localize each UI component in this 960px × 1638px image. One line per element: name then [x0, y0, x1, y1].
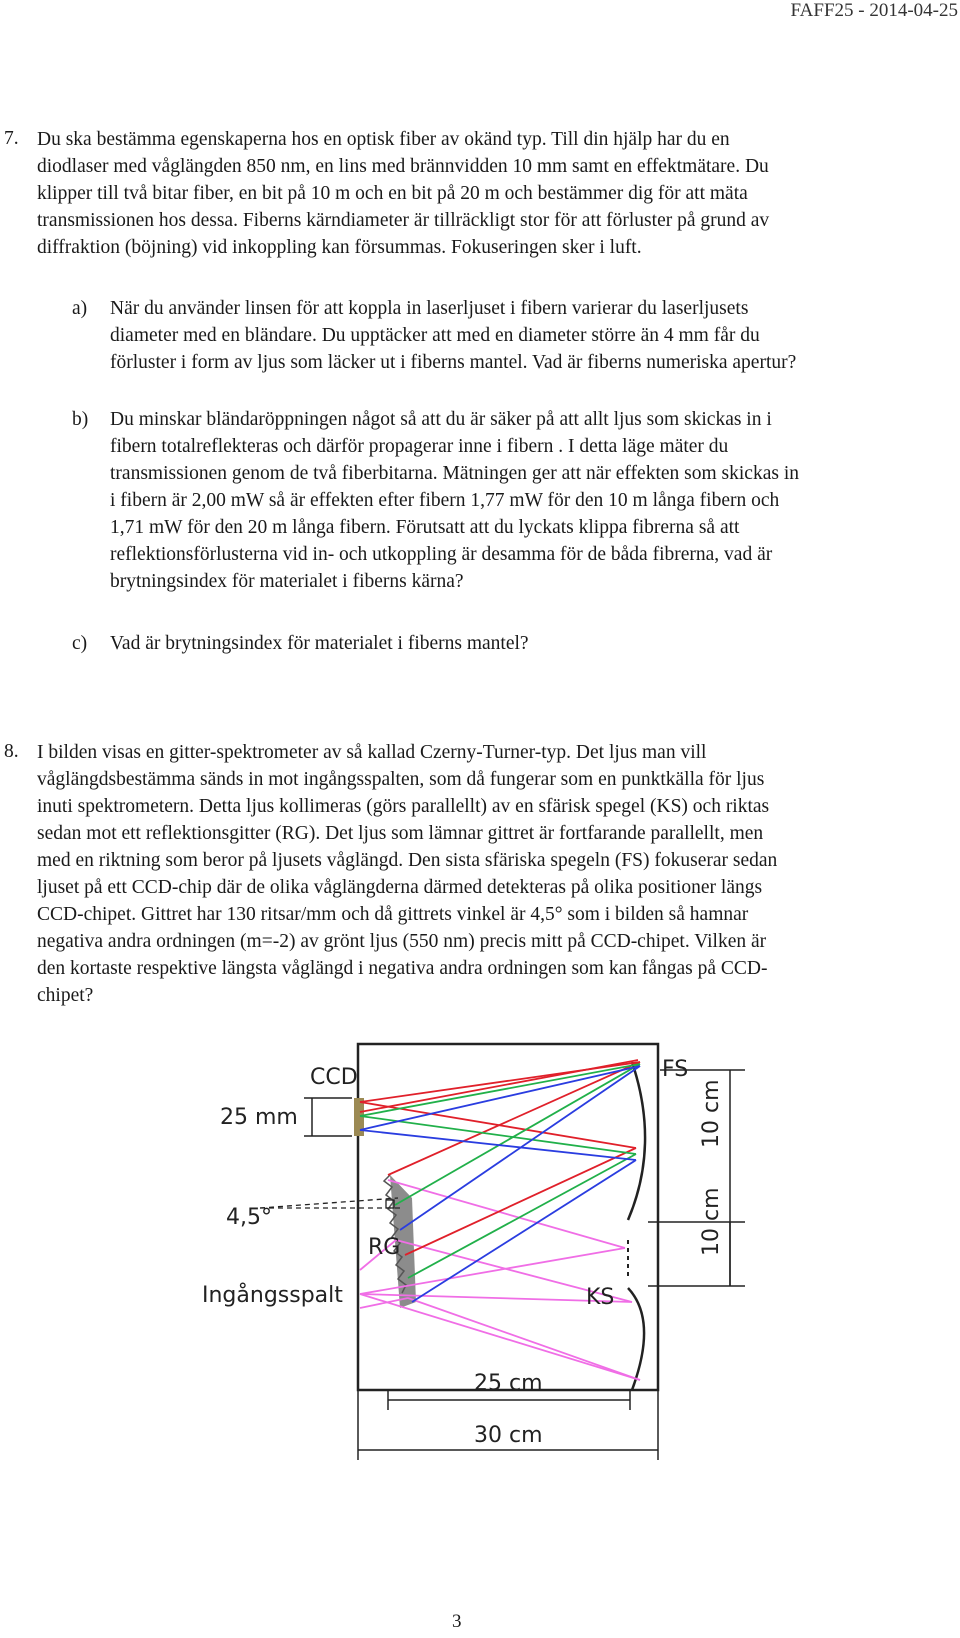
text-line: CCD-chipet. Gittret har 130 ritsar/mm och då gittrets vinkel är 4,5° som i bilden så hamnar [37, 904, 749, 925]
text-line: sedan mot ett reflektionsgitter (RG). Det ljus som lämnar gittret är fortfarande parallellt, men [37, 823, 764, 844]
text-line: Du minskar bländaröppningen något så att du är säker på att allt ljus som skickas in i [110, 409, 772, 430]
fs-label: FS [662, 1057, 689, 1082]
text-line: klipper till två bitar fiber, en bit på 10 m och en bit på 20 m och bestämmer dig för att mäta [37, 183, 748, 204]
height-dimensions [648, 1070, 745, 1286]
upper-height-label: 10 cm [699, 1079, 724, 1148]
text-line: transmissionen hos dessa. Fiberns kärndiameter är tillräckligt stor för att förluster på grund av [37, 210, 770, 231]
question-8-number: 8. [4, 741, 19, 762]
subquestion-label: b) [72, 409, 89, 430]
text-line: förluster i form av ljus som läcker ut i fiberns mantel. Vad är fiberns numeriska apertur? [110, 352, 797, 373]
text-line: 1,71 mW för den 20 m långa fibern. Förutsatt att du lyckats klippa fibrerna så att [110, 517, 740, 538]
lower-height-label: 10 cm [699, 1187, 724, 1256]
text-line: med en riktning som beror på ljusets våglängd. Den sista sfäriska spegeln (FS) fokuserar sedan [37, 850, 778, 871]
text-line: Vad är brytningsindex för materialet i fiberns mantel? [110, 633, 529, 654]
spectrometer-diagram [200, 1040, 760, 1510]
page-number: 3 [452, 1611, 462, 1632]
ks-label: KS [586, 1285, 615, 1310]
entrance-slit-label: Ingångsspalt [202, 1283, 343, 1308]
text-line: transmissionen genom de två fiberbitarna. Mätningen ger att när effekten som skickas in [110, 463, 799, 484]
ccd-label: CCD [310, 1065, 358, 1090]
text-line: chipet? [37, 985, 94, 1006]
question-7-number: 7. [4, 128, 19, 149]
text-line: våglängdsbestämma sänds in mot ingångsspalten, som då fungerar som en punktkälla för ljus [37, 769, 765, 790]
focusing-mirror-fs [628, 1062, 645, 1220]
rg-label: RG [368, 1235, 401, 1260]
text-line: inuti spektrometern. Detta ljus kollimeras (görs parallellt) av en sfärisk spegel (KS) och riktas [37, 796, 770, 817]
collimating-mirror-ks [628, 1288, 644, 1390]
text-line: fibern totalreflekteras och därför propagerar inne i fibern . I detta läge mäter du [110, 436, 729, 457]
text-line: ljuset på ett CCD-chip där de olika våglängderna därmed detekteras på olika positioner längs [37, 877, 763, 898]
text-line: diffraktion (böjning) vid inkoppling kan försummas. Fokuseringen sker i luft. [37, 237, 642, 258]
text-line: i fibern är 2,00 mW så är effekten efter fibern 1,77 mW för den 10 m långa fibern och [110, 490, 780, 511]
text-line: brytningsindex för materialet i fiberns kärna? [110, 571, 464, 592]
subquestion-label: c) [72, 633, 88, 654]
text-line: diameter med en bländare. Du upptäcker att med en diameter större än 4 mm får du [110, 325, 760, 346]
ccd-width-label: 25 mm [220, 1105, 298, 1130]
text-line: negativa andra ordningen (m=-2) av grönt ljus (550 nm) precis mitt på CCD-chipet. Vilken är [37, 931, 767, 952]
text-line: reflektionsförlusterna vid in- och utkoppling är desamma för de båda fibrerna, vad är [110, 544, 773, 565]
text-line: den kortaste respektive längsta våglängd i negativa andra ordningen som kan fångas på CCD- [37, 958, 768, 979]
outer-width-label: 30 cm [474, 1423, 543, 1448]
grating-angle-marker [260, 1198, 400, 1208]
text-line: Du ska bestämma egenskaperna hos en optisk fiber av okänd typ. Till din hjälp har du en [37, 129, 730, 150]
angle-label: 4,5° [226, 1205, 272, 1230]
text-line: diodlaser med våglängden 850 nm, en lins med brännvidden 10 mm samt en effektmätare. Du [37, 156, 769, 177]
text-line: När du använder linsen för att koppla in laserljuset i fibern varierar du laserljusets [110, 298, 749, 319]
course-date-header: FAFF25 - 2014-04-25 [790, 0, 958, 21]
text-line: I bilden visas en gitter-spektrometer av så kallad Czerny-Turner-typ. Det ljus man vill [37, 742, 707, 763]
inner-width-label: 25 cm [474, 1371, 543, 1396]
subquestion-label: a) [72, 298, 88, 319]
ccd-dimension [304, 1098, 352, 1136]
